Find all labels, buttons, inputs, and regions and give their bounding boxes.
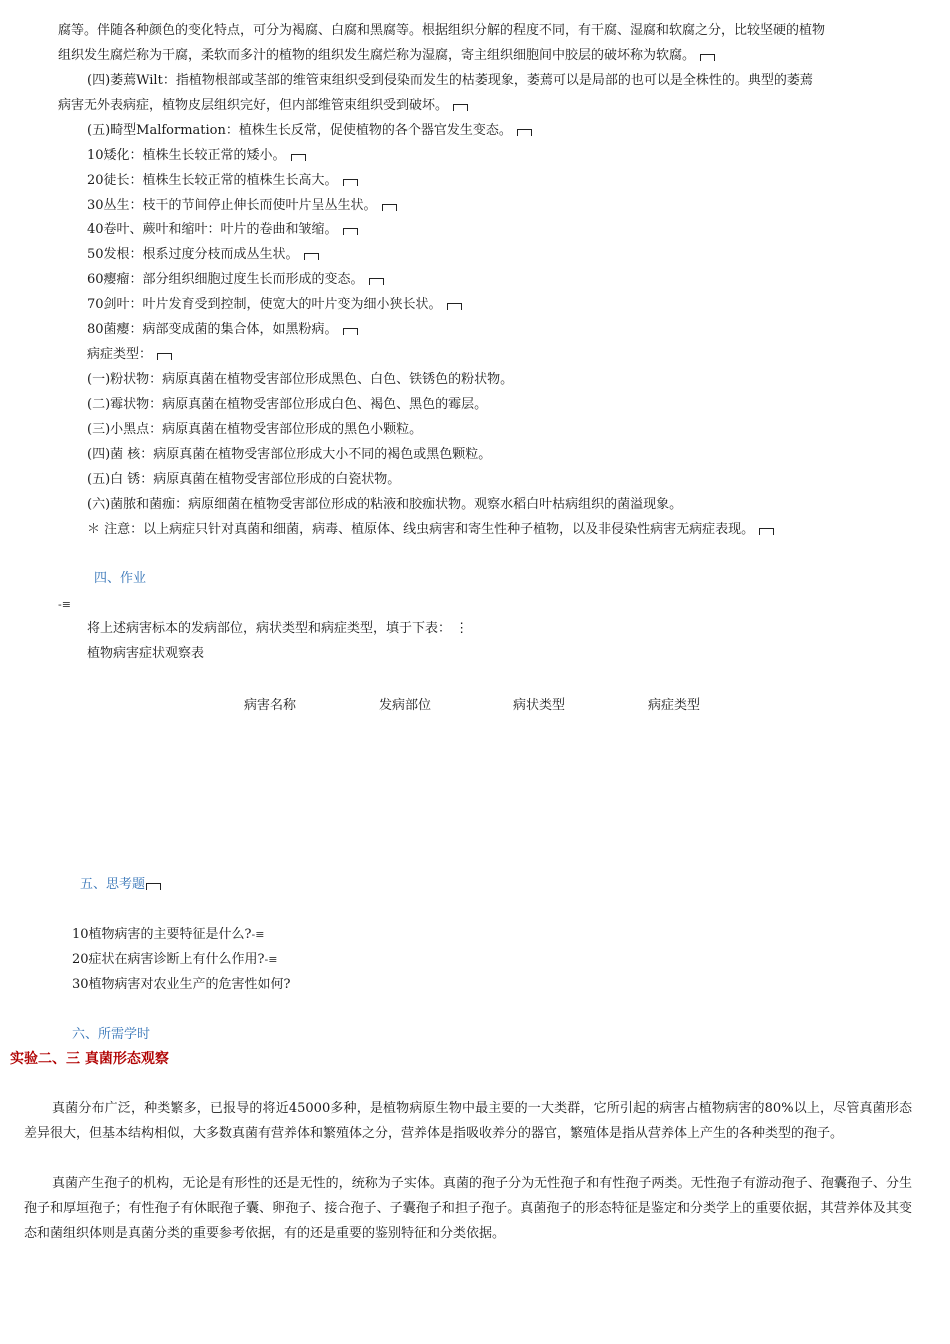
column-header-disease-name: 病害名称 [244, 698, 297, 713]
return-mark-icon [382, 204, 397, 211]
column-header-location: 发病部位 [379, 698, 432, 713]
questions-heading-text: 五、思考题 [80, 877, 146, 892]
symptom-item [87, 296, 462, 314]
return-mark-icon [369, 278, 384, 285]
return-mark-icon [447, 303, 462, 310]
hours-heading: 六、所需学时 [72, 1027, 151, 1042]
homework-instruction [87, 620, 468, 638]
symptom-text: (五)畸型Malformation：植株生长反常，促使植物的各个器官发生变态。 [87, 123, 512, 138]
experiment-paragraph-1: 真菌分布广泛，种类繁多，已报导的将近45000多种，是植物病原生物中最主要的一大类群，它所引起的病害占植物病害的80%以上，尽管真菌形态差异很大，但基本结构相似，大多数真菌有营养体和繁殖体之分，营养体是指吸收养分的器官，繁殖体是指从营养体上产生的各种类型的孢子。 [24, 1101, 912, 1141]
question-item [72, 926, 264, 944]
wilt-line-2-text: 病害无外表病症，植物皮层组织完好，但内部维管束组织受到破坏。 [58, 98, 449, 113]
questions-heading [80, 876, 161, 894]
return-mark-icon [291, 154, 306, 161]
wilt-line-2 [58, 97, 468, 115]
symptom-text: 病症类型： [87, 347, 153, 362]
note-text: ＊ 注意：以上病症只针对真菌和细菌，病毒、植原体、线虫病害和寄生性种子植物，以及非侵染性病害无病症表现。 [87, 522, 755, 537]
homework-instruction-text: 将上述病害标本的发病部位，病状类型和病症类型，填于下表： [87, 621, 452, 636]
sign-type-item: (六)菌脓和菌痂：病原细菌在植物受害部位形成的粘液和胶痂状物。观察水稻白叶枯病组织的菌溢现象。 [87, 497, 683, 512]
question-item [72, 976, 291, 994]
question-text: 30植物病害对农业生产的危害性如何? [72, 977, 291, 992]
symptom-text: 10矮化：植株生长较正常的矮小。 [87, 148, 286, 163]
sign-type-item: (三)小黑点：病原真菌在植物受害部位形成的黑色小颗粒。 [87, 422, 423, 437]
question-text: 10植物病害的主要特征是什么? [72, 927, 252, 942]
column-header-sign-type: 病症类型 [648, 698, 701, 713]
symptom-text: 50发根：根系过度分枝而成丛生状。 [87, 247, 299, 262]
section-marker: -≡ [58, 598, 71, 611]
intro-line-2-text: 组织发生腐烂称为干腐，柔软而多汁的植物的组织发生腐烂称为湿腐，寄主组织细胞间中胶层的破坏称为软腐。 [58, 48, 696, 63]
return-mark-icon [343, 179, 358, 186]
question-item [72, 951, 277, 969]
question-marker: -≡ [264, 953, 278, 966]
symptom-text: 70剑叶：叶片发育受到控制，使宽大的叶片变为细小狭长状。 [87, 297, 442, 312]
sign-type-item: (一)粉状物：病原真菌在植物受害部位形成黑色、白色、铁锈色的粉状物。 [87, 372, 514, 387]
symptom-item [87, 246, 319, 264]
question-marker: -≡ [251, 928, 265, 941]
sign-types-label [87, 346, 172, 364]
symptom-text: 20徒长：植株生长较正常的植株生长高大。 [87, 173, 338, 188]
symptom-item [87, 271, 384, 289]
return-mark-icon [700, 54, 715, 61]
symptom-text: 60瘿瘤：部分组织细胞过度生长而形成的变态。 [87, 272, 364, 287]
symptom-item [87, 197, 397, 215]
return-mark-icon [517, 129, 532, 136]
sign-type-item: (五)白 锈：病原真菌在植物受害部位形成的白瓷状物。 [87, 472, 401, 487]
return-mark-icon [343, 328, 358, 335]
wilt-line-1: (四)萎蔫Wilt：指植物根部或茎部的维管束组织受到侵染而发生的枯萎现象，萎蔫可以是局部的也可以是全株性的。典型的萎蔫 [87, 73, 813, 88]
return-mark-icon [343, 228, 358, 235]
table-title: 植物病害症状观察表 [87, 646, 205, 661]
symptom-item [87, 172, 358, 190]
symptom-item [87, 321, 358, 339]
sign-type-item: (二)霉状物：病原真菌在植物受害部位形成白色、褐色、黑色的霉层。 [87, 397, 488, 412]
instruction-mark: ⋮ [455, 621, 469, 636]
experiment-paragraph-2: 真菌产生孢子的机构，无论是有形性的还是无性的，统称为子实体。真菌的孢子分为无性孢子和有性孢子两类。无性孢子有游动孢子、孢囊孢子、分生孢子和厚垣孢子；有性孢子有休眠孢子囊、卵孢子、接合孢子、子囊孢子和担子孢子。真菌孢子的形态特征是鉴定和分类学上的重要依据，其营养体及其变态和菌组织体则是真菌分类的重要参考依据，有的还是重要的鉴别特征和分类依据。 [24, 1176, 912, 1241]
return-mark-icon [304, 253, 319, 260]
intro-line-1: 腐等。伴随各种颜色的变化特点，可分为褐腐、白腐和黑腐等。根据组织分解的程度不同，有干腐、湿腐和软腐之分，比较坚硬的植物 [58, 23, 826, 38]
question-text: 20症状在病害诊断上有什么作用? [72, 952, 265, 967]
symptom-text: 30丛生：枝干的节间停止伸长而使叶片呈丛生状。 [87, 198, 377, 213]
intro-line-2 [58, 47, 715, 65]
symptom-item [87, 122, 532, 140]
symptom-text: 80菌瘿：病部变成菌的集合体，如黑粉病。 [87, 322, 338, 337]
note [87, 521, 774, 539]
column-header-symptom-type: 病状类型 [513, 698, 566, 713]
return-mark-icon [157, 353, 172, 360]
experiment-title: 实验二、三 真菌形态观察 [10, 1051, 169, 1067]
return-mark-icon [146, 883, 161, 890]
return-mark-icon [453, 104, 468, 111]
homework-heading: 四、作业 [94, 571, 147, 586]
return-mark-icon [759, 528, 774, 535]
sign-type-item: (四)菌 核：病原真菌在植物受害部位形成大小不同的褐色或黑色颗粒。 [87, 447, 492, 462]
symptom-item [87, 221, 358, 239]
symptom-item [87, 147, 306, 165]
symptom-text: 40卷叶、蕨叶和缩叶：叶片的卷曲和皱缩。 [87, 222, 338, 237]
